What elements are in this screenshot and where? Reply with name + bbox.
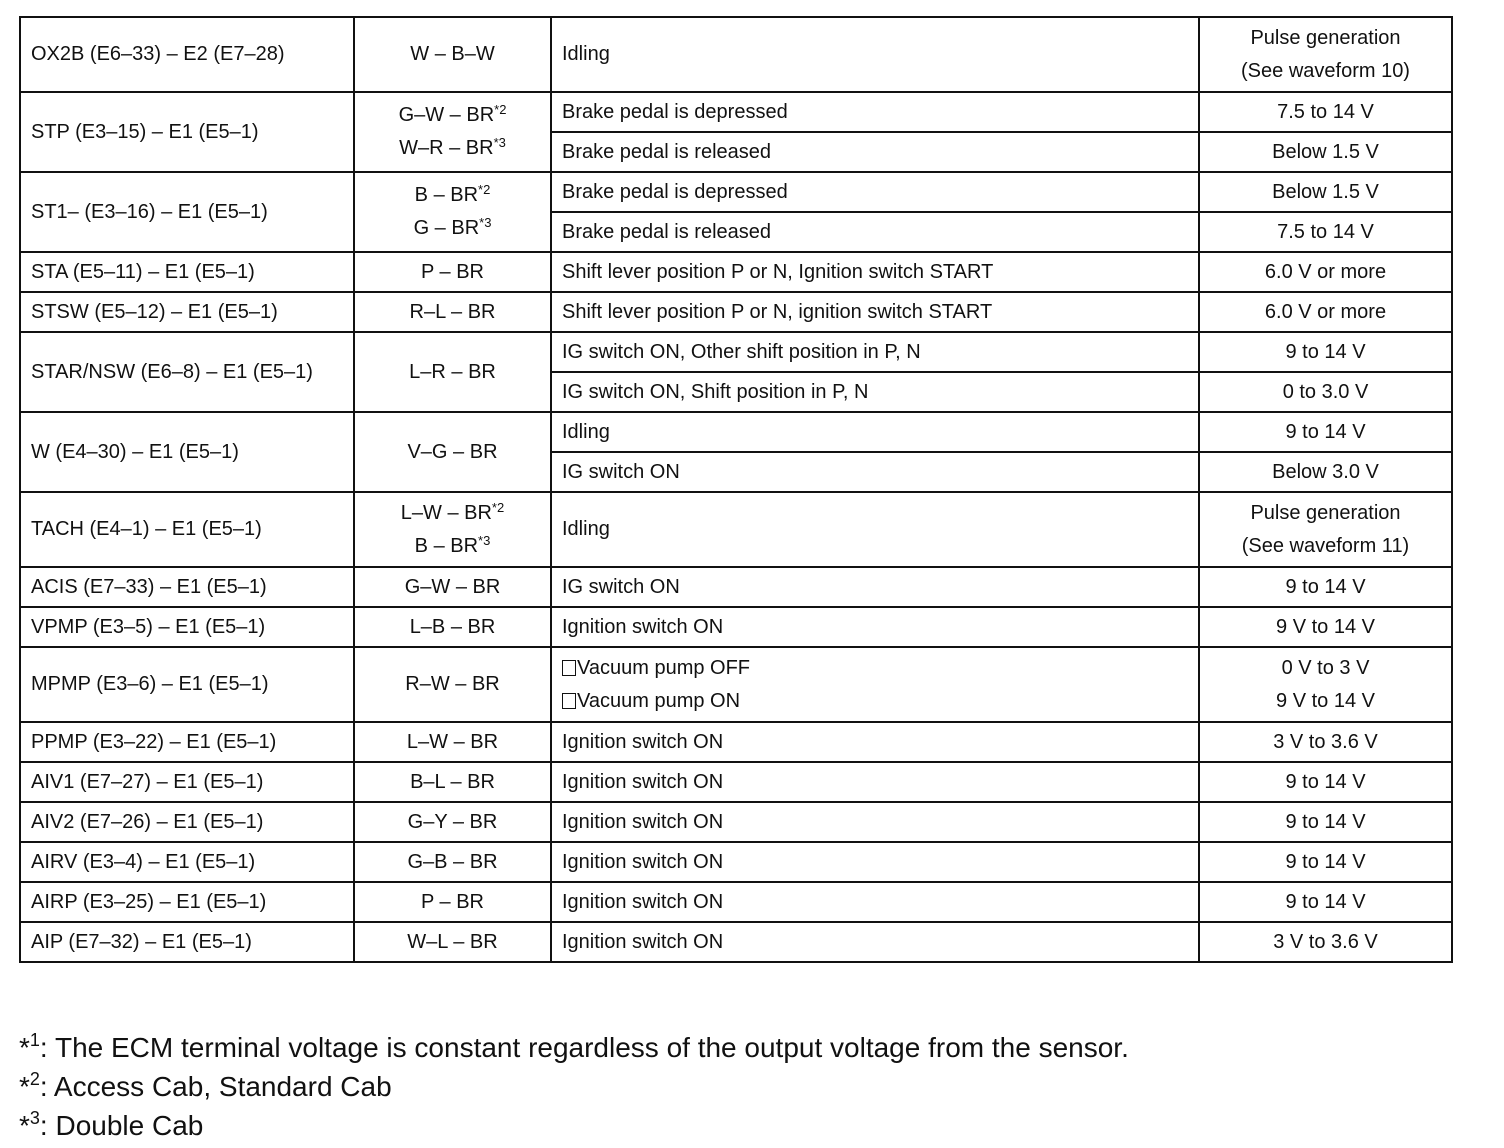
spec-cell xyxy=(1199,647,1452,722)
table-row xyxy=(20,607,1452,647)
condition-cell: Ignition switch ON xyxy=(551,722,1199,762)
condition-cell: IG switch ON, Shift position in P, N xyxy=(551,372,1199,412)
terminal-cell: ACIS (E7–33) – E1 (E5–1) xyxy=(20,567,354,607)
wiring-cell: G–Y – BR xyxy=(354,802,551,842)
spec-cell xyxy=(1199,492,1452,567)
table-row xyxy=(20,412,1452,452)
wiring-line: B – BR xyxy=(414,534,479,557)
terminal-cell: ST1– (E3–16) – E1 (E5–1) xyxy=(20,172,354,252)
spec-cell: 6.0 V or more xyxy=(1199,252,1452,292)
table-row xyxy=(20,172,1452,212)
condition-cell xyxy=(551,647,1199,722)
terminal-voltage-table xyxy=(19,16,1453,963)
wiring-cell: P – BR xyxy=(354,882,551,922)
spec-cell: 9 V to 14 V xyxy=(1199,607,1452,647)
wiring-cell xyxy=(354,492,551,567)
terminal-cell: OX2B (E6–33) – E2 (E7–28) xyxy=(20,17,354,92)
table-row xyxy=(20,882,1452,922)
wiring-line: L–W – BR xyxy=(400,501,492,524)
wiring-cell: L–R – BR xyxy=(354,332,551,412)
spec-cell xyxy=(1199,17,1452,92)
wiring-cell: L–W – BR xyxy=(354,722,551,762)
condition-cell: Ignition switch ON xyxy=(551,802,1199,842)
terminal-cell: AIP (E7–32) – E1 (E5–1) xyxy=(20,922,354,962)
wiring-line: B – BR xyxy=(414,184,479,206)
footnote-ref: *3 xyxy=(479,215,492,230)
terminal-cell: TACH (E4–1) – E1 (E5–1) xyxy=(20,492,354,567)
condition-cell: Ignition switch ON xyxy=(551,607,1199,647)
spec-cell: Below 1.5 V xyxy=(1199,132,1452,172)
footnote-mark: * xyxy=(19,1110,30,1141)
terminal-cell: AIV2 (E7–26) – E1 (E5–1) xyxy=(20,802,354,842)
table-row xyxy=(20,647,1452,722)
spec-cell: 9 to 14 V xyxy=(1199,762,1452,802)
spec-cell: Below 3.0 V xyxy=(1199,452,1452,492)
condition-cell: IG switch ON, Other shift position in P, N xyxy=(551,332,1199,372)
spec-cell: 7.5 to 14 V xyxy=(1199,92,1452,132)
wiring-cell: W – B–W xyxy=(354,17,551,92)
spec-cell: 3 V to 3.6 V xyxy=(1199,922,1452,962)
terminal-cell: STA (E5–11) – E1 (E5–1) xyxy=(20,252,354,292)
condition-cell: Brake pedal is released xyxy=(551,132,1199,172)
table-row xyxy=(20,922,1452,962)
spec-cell: 6.0 V or more xyxy=(1199,292,1452,332)
spec-line: Pulse generation xyxy=(1250,26,1401,49)
spec-cell: 9 to 14 V xyxy=(1199,842,1452,882)
terminal-cell: PPMP (E3–22) – E1 (E5–1) xyxy=(20,722,354,762)
wiring-cell: L–B – BR xyxy=(354,607,551,647)
spec-cell: Below 1.5 V xyxy=(1199,172,1452,212)
terminal-cell: W (E4–30) – E1 (E5–1) xyxy=(20,412,354,492)
condition-cell: IG switch ON xyxy=(551,452,1199,492)
wiring-cell: W–L – BR xyxy=(354,922,551,962)
footnote-mark: * xyxy=(19,1032,30,1063)
spec-line: (See waveform 10) xyxy=(1241,59,1410,82)
table-row xyxy=(20,252,1452,292)
spec-cell: 9 to 14 V xyxy=(1199,882,1452,922)
condition-cell: Brake pedal is depressed xyxy=(551,92,1199,132)
wiring-line: G – BR xyxy=(413,217,480,239)
footnote-ref: *2 xyxy=(494,102,507,117)
terminal-cell: VPMP (E3–5) – E1 (E5–1) xyxy=(20,607,354,647)
footnote-number: 1 xyxy=(29,1030,40,1050)
table-row xyxy=(20,802,1452,842)
footnote-ref: *3 xyxy=(478,532,491,548)
wiring-line: G–W – BR xyxy=(398,104,495,126)
footnote xyxy=(19,1067,1129,1106)
table-row xyxy=(20,17,1452,92)
condition-cell: Brake pedal is depressed xyxy=(551,172,1199,212)
wiring-cell: R–L – BR xyxy=(354,292,551,332)
footnotes xyxy=(19,1028,1129,1145)
condition-line: Vacuum pump ON xyxy=(577,689,741,712)
footnote-number: 3 xyxy=(29,1108,40,1128)
terminal-cell: STP (E3–15) – E1 (E5–1) xyxy=(20,92,354,172)
table-row xyxy=(20,567,1452,607)
terminal-cell: STSW (E5–12) – E1 (E5–1) xyxy=(20,292,354,332)
table-row xyxy=(20,92,1452,132)
spec-cell: 7.5 to 14 V xyxy=(1199,212,1452,252)
footnote-number: 2 xyxy=(29,1069,40,1089)
wiring-cell: V–G – BR xyxy=(354,412,551,492)
wiring-line: W–R – BR xyxy=(399,137,494,159)
wiring-cell: G–W – BR xyxy=(354,567,551,607)
condition-cell: Brake pedal is released xyxy=(551,212,1199,252)
wiring-cell: G–B – BR xyxy=(354,842,551,882)
condition-line: Vacuum pump OFF xyxy=(577,656,751,679)
wiring-cell xyxy=(354,172,551,252)
condition-cell: Shift lever position P or N, Ignition switch START xyxy=(551,252,1199,292)
terminal-cell: STAR/NSW (E6–8) – E1 (E5–1) xyxy=(20,332,354,412)
terminal-cell: MPMP (E3–6) – E1 (E5–1) xyxy=(20,647,354,722)
condition-cell: Ignition switch ON xyxy=(551,882,1199,922)
table-row xyxy=(20,722,1452,762)
checkbox-glyph-icon xyxy=(562,693,576,709)
footnote xyxy=(19,1028,1129,1067)
condition-cell: Ignition switch ON xyxy=(551,762,1199,802)
condition-cell: Ignition switch ON xyxy=(551,922,1199,962)
wiring-cell: R–W – BR xyxy=(354,647,551,722)
table-row xyxy=(20,492,1452,567)
table-row xyxy=(20,292,1452,332)
footnote-text: : Access Cab, Standard Cab xyxy=(39,1071,392,1102)
condition-cell: Idling xyxy=(551,492,1199,567)
wiring-cell xyxy=(354,92,551,172)
condition-cell: Idling xyxy=(551,412,1199,452)
spec-cell: 9 to 14 V xyxy=(1199,567,1452,607)
terminal-cell: AIRV (E3–4) – E1 (E5–1) xyxy=(20,842,354,882)
wiring-cell: P – BR xyxy=(354,252,551,292)
footnote-ref: *2 xyxy=(478,182,491,197)
spec-cell: 0 to 3.0 V xyxy=(1199,372,1452,412)
condition-cell: IG switch ON xyxy=(551,567,1199,607)
spec-cell: 9 to 14 V xyxy=(1199,412,1452,452)
spec-cell: 3 V to 3.6 V xyxy=(1199,722,1452,762)
spec-cell: 9 to 14 V xyxy=(1199,332,1452,372)
condition-cell: Idling xyxy=(551,17,1199,92)
footnote-text: : The ECM terminal voltage is constant regardless of the output voltage from the sensor. xyxy=(39,1032,1129,1063)
checkbox-glyph-icon xyxy=(562,660,576,676)
terminal-cell: AIV1 (E7–27) – E1 (E5–1) xyxy=(20,762,354,802)
footnote-ref: *2 xyxy=(491,499,505,515)
condition-cell: Shift lever position P or N, ignition switch START xyxy=(551,292,1199,332)
footnote-ref: *3 xyxy=(493,135,506,150)
table-row xyxy=(20,762,1452,802)
spec-line: 9 V to 14 V xyxy=(1276,689,1375,712)
table-row xyxy=(20,332,1452,372)
spec-cell: 9 to 14 V xyxy=(1199,802,1452,842)
terminal-cell: AIRP (E3–25) – E1 (E5–1) xyxy=(20,882,354,922)
wiring-cell: B–L – BR xyxy=(354,762,551,802)
footnote xyxy=(19,1106,1129,1145)
spec-line: 0 V to 3 V xyxy=(1281,656,1370,679)
footnote-mark: * xyxy=(19,1071,30,1102)
spec-line: Pulse generation xyxy=(1250,501,1401,524)
spec-line: (See waveform 11) xyxy=(1241,534,1410,557)
footnote-text: : Double Cab xyxy=(39,1110,204,1141)
condition-cell: Ignition switch ON xyxy=(551,842,1199,882)
table-row xyxy=(20,842,1452,882)
